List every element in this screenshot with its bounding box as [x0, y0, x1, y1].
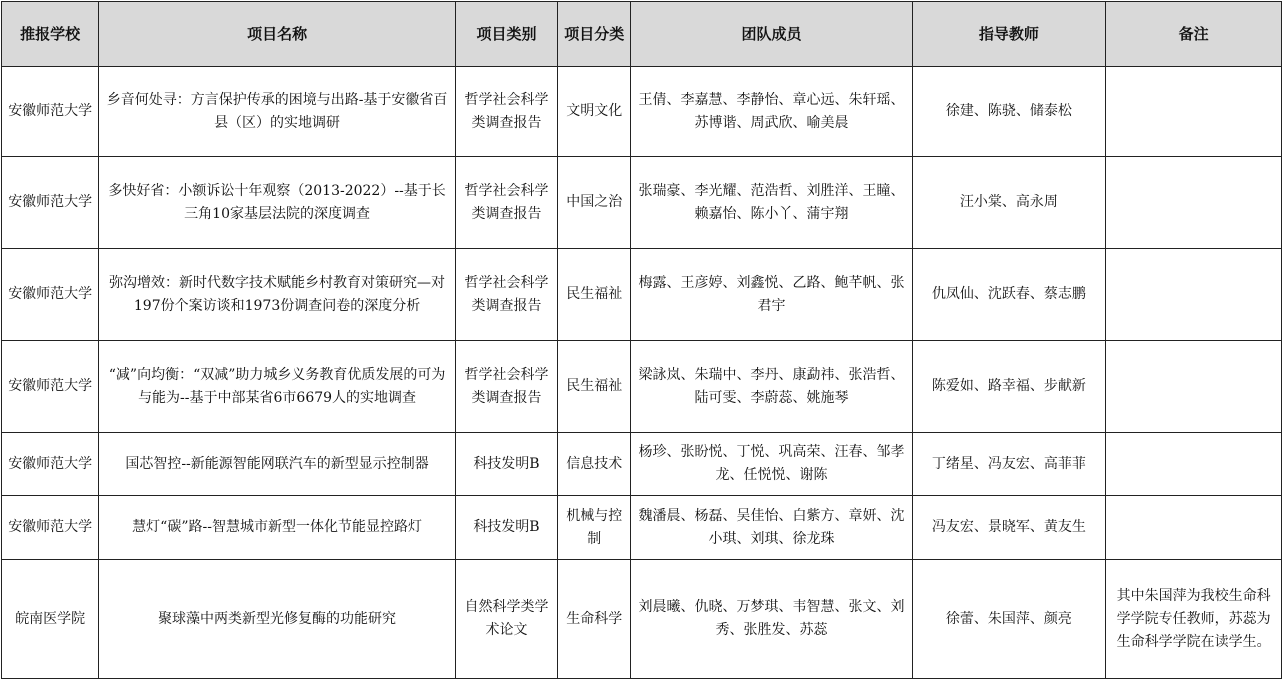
cell-category: 信息技术 — [558, 433, 631, 496]
cell-members: 刘晨曦、仇晓、万梦琪、韦智慧、张文、刘秀、张胜发、苏蕊 — [631, 560, 912, 679]
cell-project-name: 聚球藻中两类新型光修复酶的功能研究 — [99, 560, 455, 679]
cell-project-name: 国芯智控--新能源智能网联汽车的新型显示控制器 — [99, 433, 455, 496]
cell-project-type: 哲学社会科学类调查报告 — [455, 67, 557, 157]
cell-school: 安徽师范大学 — [2, 433, 99, 496]
cell-notes: 其中朱国萍为我校生命科学学院专任教师，苏蕊为生命科学学院在读学生。 — [1106, 560, 1282, 679]
cell-advisors: 冯友宏、景晓军、黄友生 — [912, 496, 1106, 560]
cell-project-name: 慧灯“碳”路--智慧城市新型一体化节能显控路灯 — [99, 496, 455, 560]
cell-school: 皖南医学院 — [2, 560, 99, 679]
header-members: 团队成员 — [631, 2, 912, 67]
table-header-row — [2, 2, 1282, 67]
cell-notes — [1106, 157, 1282, 249]
table-row — [2, 67, 1282, 157]
cell-members: 魏潘晨、杨磊、吴佳怡、白紫方、章妍、沈小琪、刘琪、徐龙珠 — [631, 496, 912, 560]
header-category: 项目分类 — [558, 2, 631, 67]
cell-advisors: 徐建、陈骁、储泰松 — [912, 67, 1106, 157]
cell-school: 安徽师范大学 — [2, 496, 99, 560]
cell-notes — [1106, 249, 1282, 341]
cell-advisors: 陈爱如、路幸福、步献新 — [912, 341, 1106, 433]
cell-project-type: 自然科学类学术论文 — [455, 560, 557, 679]
cell-members: 梁詠岚、朱瑞中、李丹、康勐祎、张浩哲、陆可雯、李蔚蕊、姚施琴 — [631, 341, 912, 433]
cell-members: 杨珍、张盼悦、丁悦、巩高荣、汪春、邹孝龙、任悦悦、谢陈 — [631, 433, 912, 496]
header-project-name: 项目名称 — [99, 2, 455, 67]
cell-school: 安徽师范大学 — [2, 67, 99, 157]
table-row — [2, 157, 1282, 249]
cell-school: 安徽师范大学 — [2, 249, 99, 341]
cell-project-type: 哲学社会科学类调查报告 — [455, 157, 557, 249]
table-row — [2, 560, 1282, 679]
cell-category: 中国之治 — [558, 157, 631, 249]
cell-members: 梅露、王彦婷、刘鑫悦、乙路、鲍芊帆、张君宇 — [631, 249, 912, 341]
cell-project-type: 哲学社会科学类调查报告 — [455, 341, 557, 433]
table-row — [2, 341, 1282, 433]
cell-advisors: 丁绪星、冯友宏、高菲菲 — [912, 433, 1106, 496]
cell-category: 文明文化 — [558, 67, 631, 157]
cell-project-type: 科技发明B — [455, 496, 557, 560]
cell-notes — [1106, 433, 1282, 496]
cell-notes — [1106, 496, 1282, 560]
cell-project-name: 弥沟增效：新时代数字技术赋能乡村教育对策研究—对197份个案访谈和1973份调查问卷的深度分析 — [99, 249, 455, 341]
cell-project-name: 乡音何处寻：方言保护传承的困境与出路-基于安徽省百县（区）的实地调研 — [99, 67, 455, 157]
cell-school: 安徽师范大学 — [2, 341, 99, 433]
cell-category: 生命科学 — [558, 560, 631, 679]
table-row — [2, 433, 1282, 496]
cell-school: 安徽师范大学 — [2, 157, 99, 249]
cell-notes — [1106, 341, 1282, 433]
cell-advisors: 汪小棠、高永周 — [912, 157, 1106, 249]
cell-advisors: 仇凤仙、沈跃春、蔡志鹏 — [912, 249, 1106, 341]
cell-category: 民生福祉 — [558, 341, 631, 433]
header-notes: 备注 — [1106, 2, 1282, 67]
cell-advisors: 徐蕾、朱国萍、颜亮 — [912, 560, 1106, 679]
header-project-type: 项目类别 — [455, 2, 557, 67]
cell-category: 机械与控制 — [558, 496, 631, 560]
project-table — [1, 1, 1282, 679]
cell-notes — [1106, 67, 1282, 157]
table-row — [2, 249, 1282, 341]
table-row — [2, 496, 1282, 560]
header-advisors: 指导教师 — [912, 2, 1106, 67]
cell-members: 王倩、李嘉慧、李静怡、章心远、朱轩瑶、苏博谐、周武欣、喻美晨 — [631, 67, 912, 157]
cell-project-type: 科技发明B — [455, 433, 557, 496]
cell-project-type: 哲学社会科学类调查报告 — [455, 249, 557, 341]
cell-project-name: 多快好省：小额诉讼十年观察（2013-2022）--基于长三角10家基层法院的深度调查 — [99, 157, 455, 249]
cell-project-name: “减”向均衡：“双减”助力城乡义务教育优质发展的可为与能为--基于中部某省6市6679人的实地调查 — [99, 341, 455, 433]
header-school: 推报学校 — [2, 2, 99, 67]
cell-members: 张瑞豪、李光耀、范浩哲、刘胜洋、王瞳、赖嘉怡、陈小丫、蒲宇翔 — [631, 157, 912, 249]
cell-category: 民生福祉 — [558, 249, 631, 341]
